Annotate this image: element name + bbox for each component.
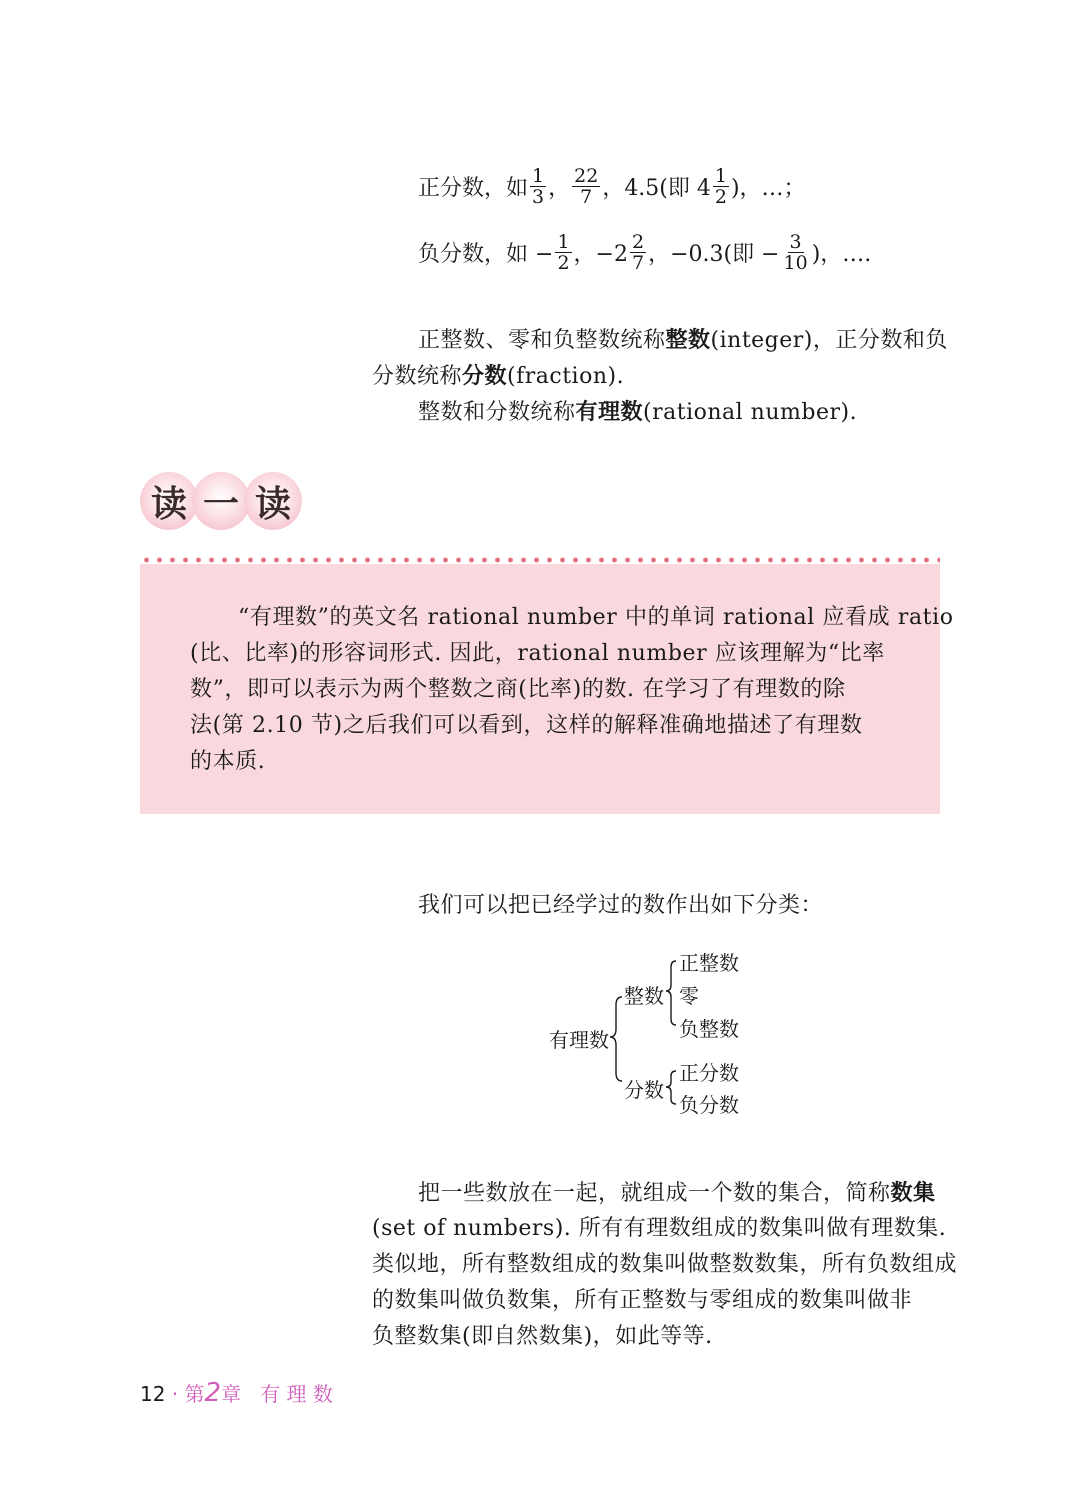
positive-fraction-mid: ，4.5(即 4 — [602, 175, 711, 201]
fraction-three-tenths: $\frac{3}{10}$ — [783, 230, 808, 274]
chapter-suffix: 章 — [221, 1382, 242, 1406]
term-rational-number: 有理数 — [575, 399, 644, 425]
positive-fraction-prefix: 正分数，如 — [418, 175, 529, 201]
chapter-number: 2 — [204, 1378, 222, 1408]
fraction-one-half: $\frac{1}{2}$ — [714, 164, 727, 208]
read-box-line-1: “有理数”的英文名 rational number 中的单词 rational 应看成 ratio — [238, 605, 954, 630]
class-integer: 整数 — [624, 984, 664, 1008]
dotted-divider — [140, 556, 940, 564]
class-positive-fraction: 正分数 — [679, 1061, 739, 1085]
class-zero: 零 — [679, 984, 699, 1008]
fraction-22-7: $\frac{22}{7}$ — [574, 164, 599, 208]
term-fraction: 分数 — [462, 363, 508, 389]
classification-intro: 我们可以把已经学过的数作出如下分类： — [418, 893, 824, 918]
rational-definition: 整数和分数统称有理数(rational number). — [418, 399, 858, 425]
read-header-char-2: 一 — [192, 472, 250, 530]
class-negative-integer: 负整数 — [679, 1017, 739, 1041]
integer-definition-line1: 正整数、零和负整数统称整数(integer)，正分数和负 — [418, 327, 948, 353]
negative-fraction-prefix: 负分数，如 − — [418, 241, 554, 267]
term-number-set: 数集 — [890, 1180, 936, 1206]
read-box-line-5: 的本质. — [190, 749, 266, 774]
root-brace — [610, 997, 622, 1081]
number-set-line-2: (set of numbers). 所有有理数组成的数集叫做有理数集. — [372, 1216, 947, 1241]
integer-definition-line2: 分数统称分数(fraction). — [372, 363, 625, 389]
chapter-prefix: 第 — [184, 1382, 205, 1406]
term-integer: 整数 — [665, 327, 711, 353]
page-footer: 12 · 第2章 有 理 数 — [140, 1378, 333, 1408]
class-negative-fraction: 负分数 — [679, 1093, 739, 1117]
negative-fraction-mid2: ，−0.3(即 − — [648, 241, 780, 267]
class-positive-integer: 正整数 — [679, 951, 739, 975]
read-header-char-1: 读 — [140, 472, 198, 530]
class-root-rational: 有理数 — [549, 1028, 609, 1052]
number-set-line-3: 类似地，所有整数组成的数集叫做整数数集，所有负数组成 — [372, 1252, 958, 1277]
chapter-title: 有 理 数 — [260, 1382, 333, 1406]
page-number: 12 — [140, 1382, 166, 1406]
negative-fraction-suffix: )，…. — [811, 241, 872, 267]
fraction-two-sevenths: $\frac{2}{7}$ — [631, 230, 645, 274]
class-fraction: 分数 — [624, 1078, 664, 1102]
number-set-line-4: 的数集叫做负数集，所有正整数与零组成的数集叫做非 — [372, 1288, 913, 1313]
read-box-line-2: (比、比率)的形容词形式. 因此，rational number 应该理解为“比率 — [190, 641, 885, 666]
fraction-one-third: $\frac{1}{3}$ — [532, 164, 545, 208]
fraction-brace — [666, 1071, 676, 1104]
classification-braces — [600, 945, 690, 1125]
negative-fraction-mid1: ，−2 — [573, 241, 628, 267]
integer-brace — [666, 961, 676, 1025]
read-header-char-3: 读 — [244, 472, 302, 530]
positive-fraction-examples: 正分数，如 $\frac{1}{3}$ ， $\frac{22}{7}$ ，4.5(即 4 $\frac{1}{2}$ )，…； — [418, 164, 806, 208]
fraction-neg-half: $\frac{1}{2}$ — [557, 230, 570, 274]
positive-fraction-suffix: )，…； — [730, 175, 806, 201]
read-box-line-3: 数”，即可以表示为两个整数之商(比率)的数. 在学习了有理数的除 — [190, 677, 846, 702]
number-set-line-5: 负整数集(即自然数集)，如此等等. — [372, 1324, 713, 1349]
read-box-line-4: 法(第 2.10 节)之后我们可以看到，这样的解释准确地描述了有理数 — [190, 713, 863, 738]
number-set-line-1: 把一些数放在一起，就组成一个数的集合，简称数集 — [418, 1180, 936, 1206]
negative-fraction-examples — [418, 222, 871, 282]
